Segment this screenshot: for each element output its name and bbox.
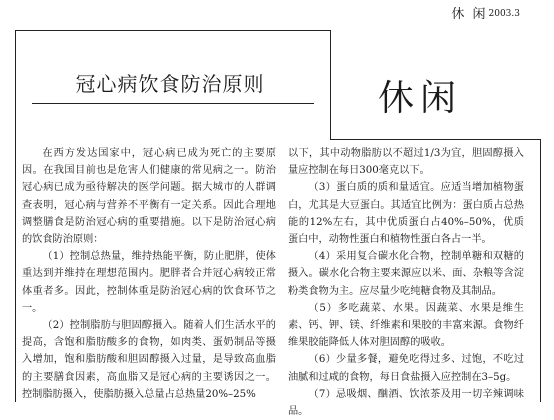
section-title: 休闲 — [378, 78, 463, 119]
section-label: 休 闲 — [451, 7, 488, 22]
paragraph: （7）忌吸烟、酗酒、饮浓茶及用一切辛辣调味品。 — [288, 388, 524, 418]
paragraph: 在西方发达国家中，冠心病已成为死亡的主要原因。在我国目前也是危害人们健康的常见病之一。防治冠心病已成为亟待解决的医学问题。据大城市的人群调查表明，冠心病与营养不平衡有一定关系。因此合理地调整膳食是防治冠心病的重要措施。以下是防治冠心病的饮食防治原则： — [22, 148, 276, 246]
right-column — [288, 145, 524, 420]
paragraph: （5）多吃蔬菜、水果。因蔬菜、水果是维生素、钙、钾、镁、纤维素和果胶的丰富来源。食物纤维果胶能降低人体对胆固醇的吸收。 — [288, 302, 524, 349]
frame-border-middle-vertical — [330, 30, 331, 139]
paragraph: 以下，其中动物脂肪以不超过1/3为宜，胆固醇摄入量应控制在每日300毫克以下。 — [288, 148, 524, 177]
left-column — [22, 145, 276, 403]
paragraph: （6）少量多餐，避免吃得过多、过饱，不吃过油腻和过咸的食物，每日食盐摄入应控制在3–5g。 — [288, 354, 524, 383]
article-title: 冠心病饮食防治原则 — [75, 72, 265, 96]
paragraph: （4）采用复合碳水化合物，控制单糖和双糖的摄入。碳水化合物主要来源应以米、面、杂粮等含淀粉类食物为主。应尽量少吃纯糖食物及其制品。 — [288, 251, 524, 297]
paragraph: （3）蛋白质的质和量适宜。应适当增加植物蛋白，尤其是大豆蛋白。其适宜比例为：蛋白质占总热能的12%左右，其中优质蛋白占40%–50%，优质蛋白中，动物性蛋白和植物性蛋白各占一半。 — [288, 182, 524, 246]
title-underline — [32, 103, 314, 104]
page-header — [451, 3, 520, 22]
frame-border-top — [15, 30, 330, 31]
paragraph: （2）控制脂肪与胆固醇摄入。随着人们生活水平的提高，含饱和脂肪酸多的食物，如肉类、蛋奶制品等摄入增加，饱和脂肪酸和胆固醇摄入过量，是导致高血脂的主要膳食因素，高血脂又是冠心病的主要诱因之一。控制脂肪摄入，使脂肪摄入总量占总热量20%–25% — [22, 320, 276, 400]
issue-number: 2003.3 — [488, 9, 520, 19]
frame-border-right — [540, 139, 541, 402]
frame-border-middle-horizontal — [330, 139, 540, 140]
paragraph: （1）控制总热量，维持热能平衡，防止肥胖，使体重达到并维持在理想范围内。肥胖者合并冠心病较正常体重者多。因此，控制体重是防治冠心病的饮食环节之一。 — [22, 251, 276, 314]
frame-border-left — [15, 30, 16, 402]
